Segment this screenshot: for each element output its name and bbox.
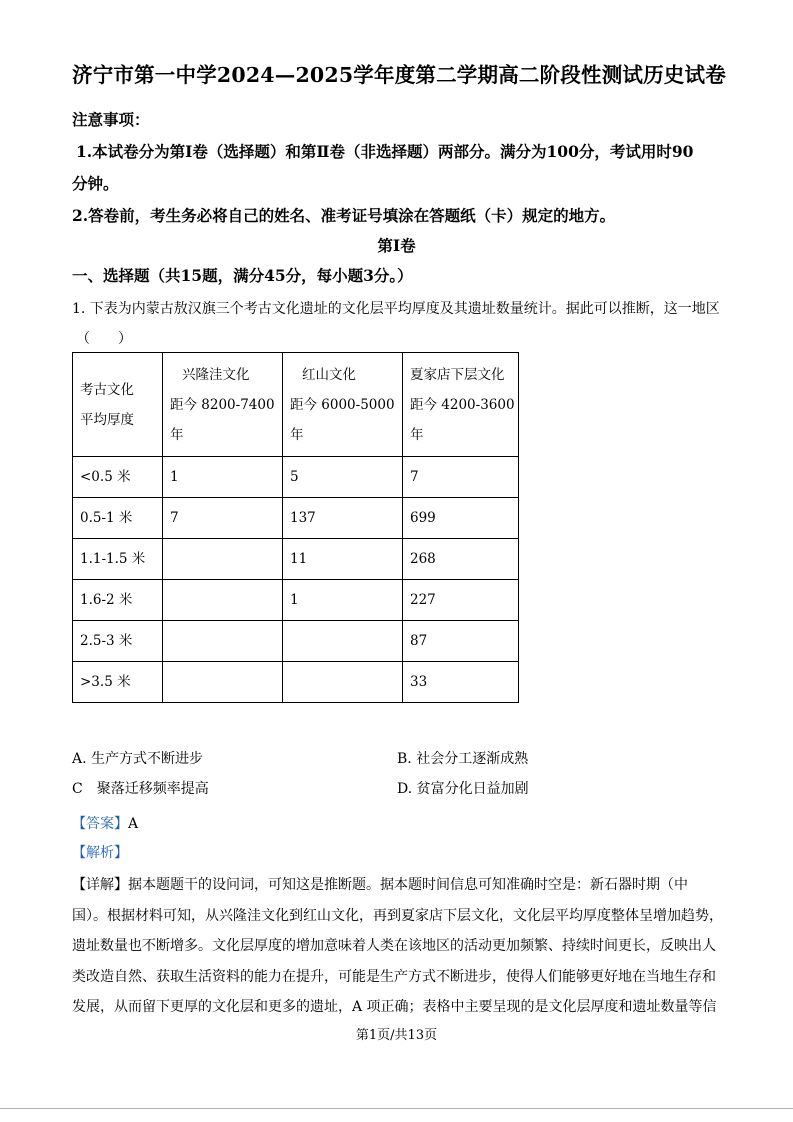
analysis-tag: 【解析】 (72, 845, 128, 861)
table-cell: 87 (403, 621, 519, 662)
notice-heading: 注意事项： (72, 110, 150, 129)
header-cell-thickness (73, 353, 163, 457)
detail-line: 遗址数量也不断增多。文化层厚度的增加意味着人类在该地区的活动更加频繁、持续时间更长，反映出人 (72, 938, 716, 955)
option-a: A. 生产方式不断进步 (72, 751, 204, 767)
header-text: 距今 4200-3600 (410, 396, 515, 413)
header-text: 夏家店下层文化 (410, 366, 505, 383)
table-cell: 7 (403, 457, 519, 498)
table-row (73, 580, 519, 621)
answer-line (72, 813, 138, 833)
notice-item-2: 2.答卷前，考生务必将自己的姓名、准考证号填涂在答题纸（卡）规定的地方。 (72, 206, 616, 225)
header-text: 平均厚度 (80, 411, 134, 428)
table-cell (283, 621, 403, 662)
header-text: 年 (290, 426, 304, 443)
table-cell: >3.5 米 (73, 662, 163, 703)
exam-title: 济宁市第一中学2024—2025学年度第二学期高二阶段性测试历史试卷 (72, 63, 726, 87)
detail-line: 发展，从而留下更厚的文化层和更多的遗址，A 项正确；表格中主要呈现的是文化层厚度和遗址数量等信 (72, 999, 717, 1016)
header-text: 年 (410, 426, 424, 443)
table-cell: 1 (283, 580, 403, 621)
table-cell: 1.1-1.5 米 (73, 539, 163, 580)
table-cell: 699 (403, 498, 519, 539)
header-text: 兴隆洼文化 (182, 366, 250, 383)
table-cell: 137 (283, 498, 403, 539)
header-text: 红山文化 (302, 366, 356, 383)
table-header-row (73, 353, 519, 457)
answer-value: A (128, 816, 139, 832)
header-text: 距今 6000-5000 (290, 396, 395, 413)
table-cell (163, 539, 283, 580)
detail-line: 国）。根据材料可知，从兴隆洼文化到红山文化，再到夏家店下层文化，文化层平均厚度整体呈增加趋势， (72, 907, 723, 924)
table-cell: 268 (403, 539, 519, 580)
answer-tag: 【答案】 (72, 816, 128, 832)
table-cell: 5 (283, 457, 403, 498)
table-cell: <0.5 米 (73, 457, 163, 498)
header-cell-xiajiadian (403, 353, 519, 457)
page-footer: 第1页/共13页 (355, 1028, 438, 1043)
table-row (73, 662, 519, 703)
detail-paragraph (72, 870, 722, 1023)
table-row (73, 539, 519, 580)
table-row (73, 457, 519, 498)
option-b: B. 社会分工逐渐成熟 (397, 751, 529, 767)
question-1-blank: （ ） (76, 331, 132, 347)
header-text: 考古文化 (80, 381, 134, 398)
archaeology-table (72, 352, 519, 703)
notice-item-1-line-1: 1.本试卷分为第Ⅰ卷（选择题）和第Ⅱ卷（非选择题）两部分。满分为100分，考试用时90 (76, 142, 694, 161)
detail-line: 类改造自然、获取生活资料的能力在提升，可能是生产方式不断进步，使得人们能够更好地在当地生存和 (72, 968, 716, 985)
table-cell: 1 (163, 457, 283, 498)
table-cell: 227 (403, 580, 519, 621)
table-cell: 11 (283, 539, 403, 580)
section-heading: 一、选择题（共15题，满分45分，每小题3分。） (72, 266, 413, 285)
table-cell: 7 (163, 498, 283, 539)
detail-line (72, 870, 722, 901)
question-1-stem: 1. 下表为内蒙古敖汉旗三个考古文化遗址的文化层平均厚度及其遗址数量统计。据此可以推断，这一地区 (72, 301, 720, 317)
table-cell (163, 662, 283, 703)
header-cell-hongshan (283, 353, 403, 457)
detail-text: 据本题题干的设问词，可知这是推断题。据本题时间信息可知准确时空是：新石器时期（中 (128, 877, 688, 893)
header-text: 距今 8200-7400 (170, 396, 275, 413)
table-cell (163, 580, 283, 621)
table-cell (283, 662, 403, 703)
table-cell: 0.5-1 米 (73, 498, 163, 539)
detail-tag: 【详解】 (72, 877, 128, 893)
table-cell: 2.5-3 米 (73, 621, 163, 662)
table-row (73, 498, 519, 539)
table-cell: 33 (403, 662, 519, 703)
table-cell (163, 621, 283, 662)
notice-item-1-line-2: 分钟。 (72, 174, 119, 193)
option-c: C 聚落迁移频率提高 (72, 781, 209, 797)
bottom-divider (0, 1108, 793, 1109)
table-cell: 1.6-2 米 (73, 580, 163, 621)
header-cell-xinglongwa (163, 353, 283, 457)
table-row (73, 621, 519, 662)
header-text: 年 (170, 426, 184, 443)
volume-label: 第Ⅰ卷 (377, 236, 416, 255)
option-d: D. 贫富分化日益加剧 (397, 781, 529, 797)
